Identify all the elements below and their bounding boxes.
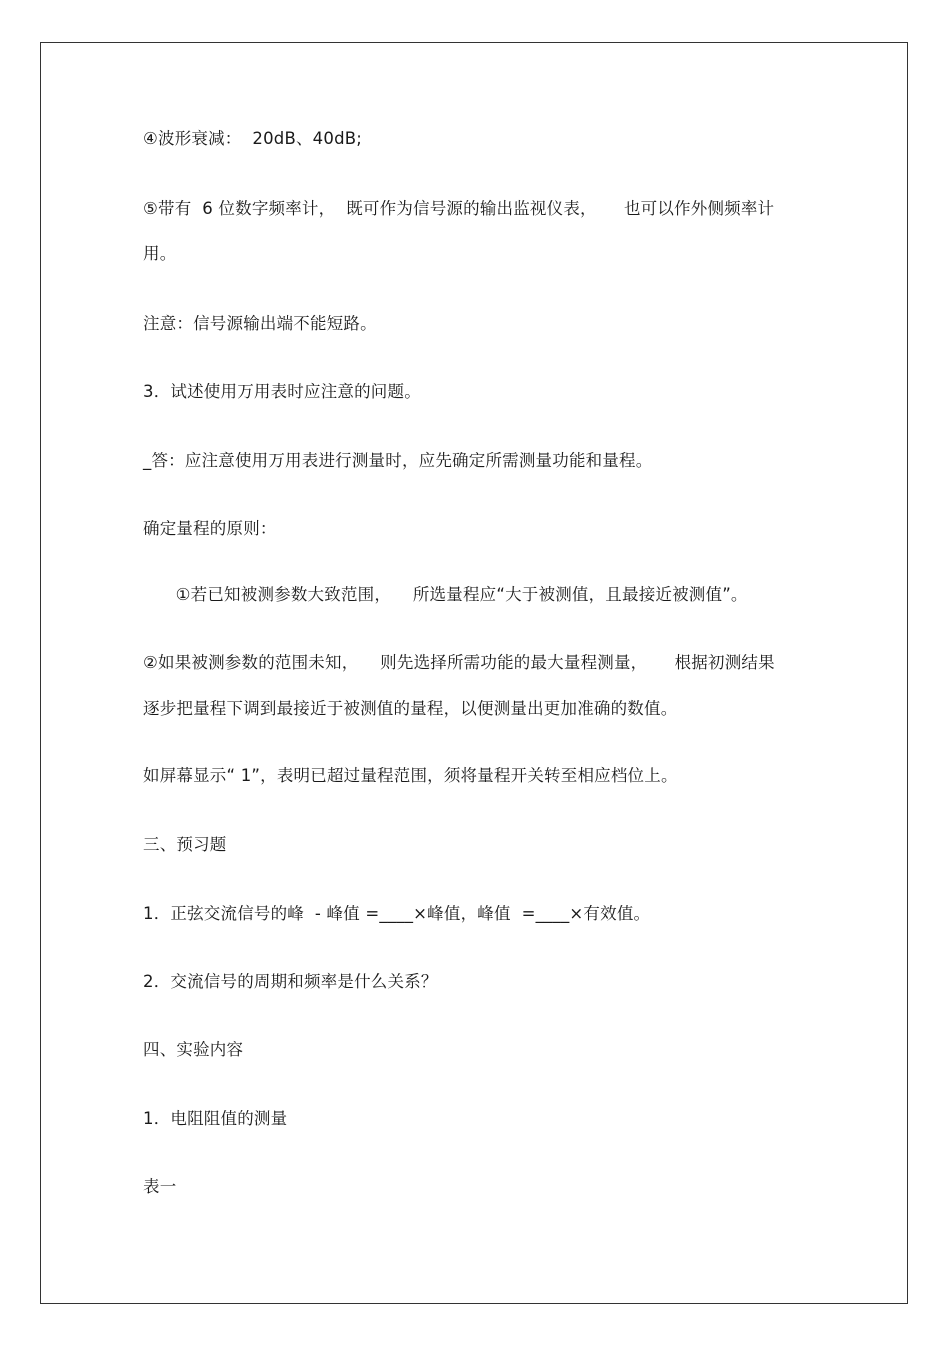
text-line-frequency-meter-cont: 用。 [143,244,177,263]
text-line-preview-q1: 1．正弦交流信号的峰 - 峰值 =____×峰值，峰值 =____×有效值。 [143,904,651,923]
text-line-note: 注意：信号源输出端不能短路。 [143,314,377,333]
text-line-answer: _答：应注意使用万用表进行测量时，应先确定所需测量功能和量程。 [143,451,653,470]
text-line-screen-display: 如屏幕显示“ 1”，表明已超过量程范围，须将量程开关转至相应档位上。 [143,766,678,785]
table-caption: 表一 [143,1177,177,1196]
text-line-principle-2-cont: 逐步把量程下调到最接近于被测值的量程，以便测量出更加准确的数值。 [143,699,678,718]
text-line-question-3: 3．试述使用万用表时应注意的问题。 [143,382,421,401]
text-line-preview-q2: 2．交流信号的周期和频率是什么关系？ [143,972,438,991]
text-line-principle-2: ②如果被测参数的范围未知， 则先选择所需功能的最大量程测量， 根据初测结果 [143,653,775,672]
text-line-resistance-measurement: 1．电阻阻值的测量 [143,1109,288,1128]
text-line-principle-1: ①若已知被测参数大致范围， 所选量程应“大于被测值，且最接近被测值”。 [143,585,748,604]
section-heading-experiment: 四、实验内容 [143,1040,244,1059]
text-line-range-principle: 确定量程的原则： [143,519,277,538]
text-line-frequency-meter: ⑤带有 6 位数字频率计， 既可作为信号源的输出监视仪表， 也可以作外侧频率计 [143,199,775,218]
section-heading-preview: 三、预习题 [143,835,227,854]
text-line-waveform-attenuation: ④波形衰减： 20dB、40dB; [143,129,363,148]
